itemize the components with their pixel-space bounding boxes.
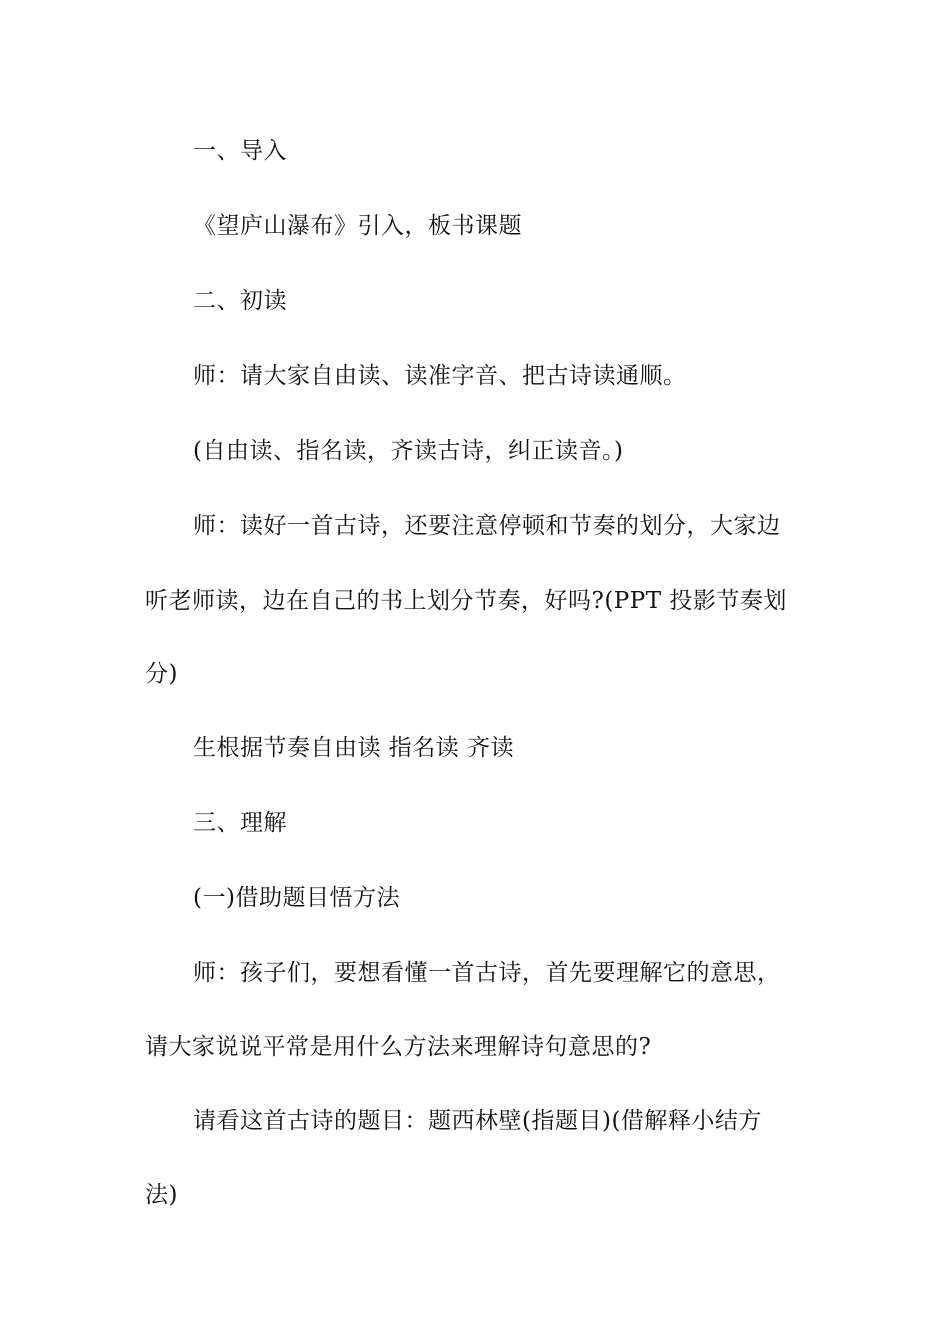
paragraph-line: 听老师读，边在自己的书上划分节奏，好吗?(PPT 投影节奏划 <box>145 588 787 614</box>
paragraph-line: 法) <box>145 1182 178 1208</box>
paragraph-line: 生根据节奏自由读 指名读 齐读 <box>193 735 515 761</box>
subheading: (一)借助题目悟方法 <box>193 885 400 911</box>
paragraph-line: 分) <box>145 661 178 687</box>
paragraph-line: 请看这首古诗的题目：题西林壁(指题目)(借解释小结方 <box>193 1108 762 1134</box>
paragraph-line: 师：读好一首古诗，还要注意停顿和节奏的划分，大家边 <box>193 513 781 539</box>
paragraph-line: 《望庐山瀑布》引入，板书课题 <box>193 213 522 239</box>
paragraph-line: (自由读、指名读，齐读古诗，纠正读音。) <box>193 438 624 464</box>
heading-understanding: 三、理解 <box>193 810 287 836</box>
paragraph-line: 师：请大家自由读、读准字音、把古诗读通顺。 <box>193 363 687 389</box>
paragraph-line: 师：孩子们，要想看懂一首古诗，首先要理解它的意思， <box>193 960 781 986</box>
paragraph-line: 请大家说说平常是用什么方法来理解诗句意思的? <box>145 1034 652 1060</box>
heading-first-reading: 二、初读 <box>193 288 287 314</box>
heading-intro: 一、导入 <box>193 138 287 164</box>
